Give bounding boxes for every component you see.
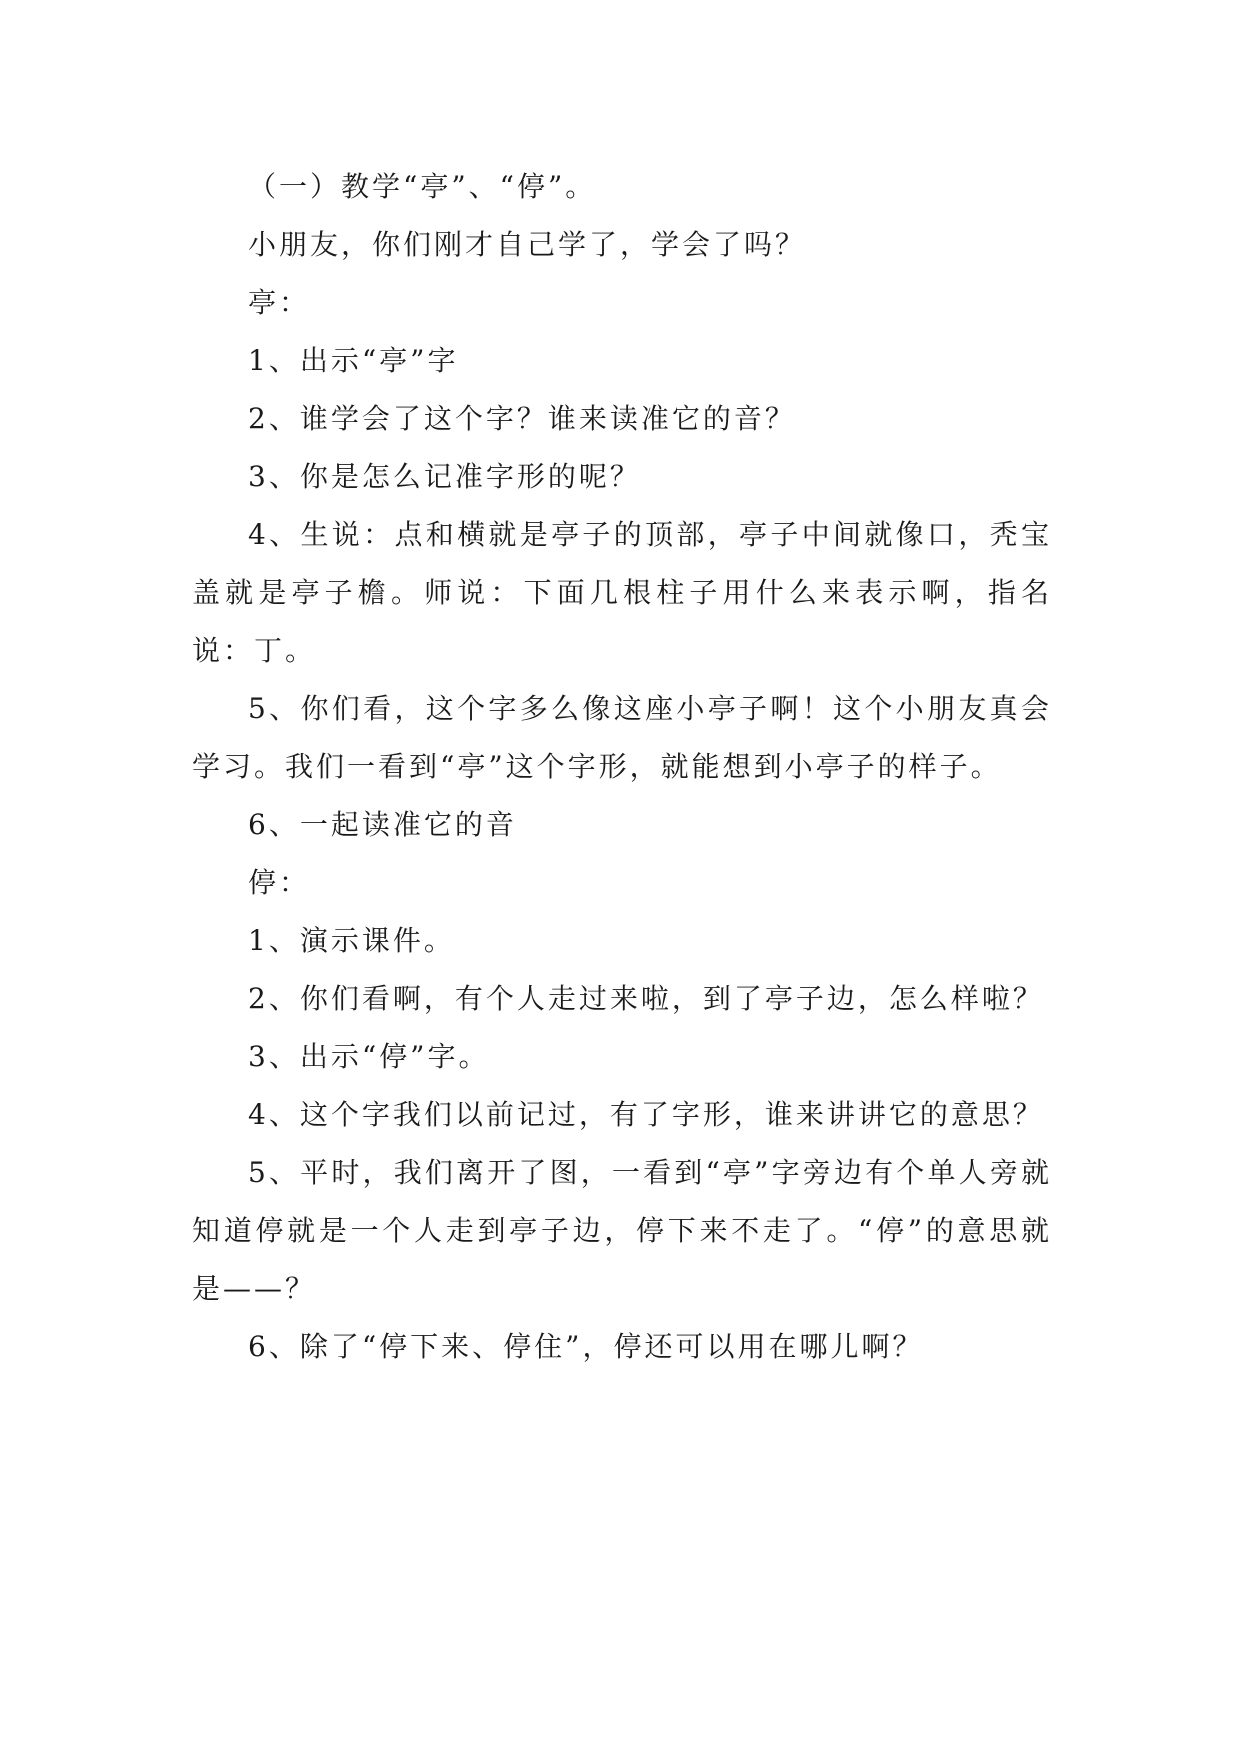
paragraph: 1、演示课件。 <box>248 924 455 957</box>
paragraph: 3、你是怎么记准字形的呢？ <box>248 460 641 493</box>
section-heading: （一）教学“亭”、“停”。 <box>248 170 597 203</box>
subheading-ting-pavilion: 亭： <box>248 286 311 319</box>
paragraph: 5、你们看，这个字多么像这座小亭子啊！这个小朋友真会学习。我们一看到“亭”这个字形，就能想到小亭子的样子。 <box>192 692 1052 783</box>
paragraph: 6、除了“停下来、停住”，停还可以用在哪儿啊？ <box>248 1330 924 1363</box>
paragraph: 6、一起读准它的音 <box>248 808 517 841</box>
paragraph: 2、谁学会了这个字？谁来读准它的音？ <box>248 402 796 435</box>
paragraph: 5、平时，我们离开了图，一看到“亭”字旁边有个单人旁就知道停就是一个人走到亭子边，停下来不走了。“停”的意思就是——？ <box>192 1156 1052 1305</box>
paragraph: 4、生说：点和横就是亭子的顶部，亭子中间就像口，秃宝盖就是亭子檐。师说：下面几根柱子用什么来表示啊，指名说：丁。 <box>192 518 1052 667</box>
document-body <box>192 158 1052 1376</box>
paragraph: 4、这个字我们以前记过，有了字形，谁来讲讲它的意思？ <box>248 1098 1044 1131</box>
subheading-ting-stop: 停： <box>248 866 311 899</box>
paragraph: 3、出示“停”字。 <box>248 1040 490 1073</box>
paragraph: 2、你们看啊，有个人走过来啦，到了亭子边，怎么样啦？ <box>248 982 1044 1015</box>
paragraph: 小朋友，你们刚才自己学了，学会了吗？ <box>248 228 807 261</box>
paragraph: 1、出示“亭”字 <box>248 344 459 377</box>
